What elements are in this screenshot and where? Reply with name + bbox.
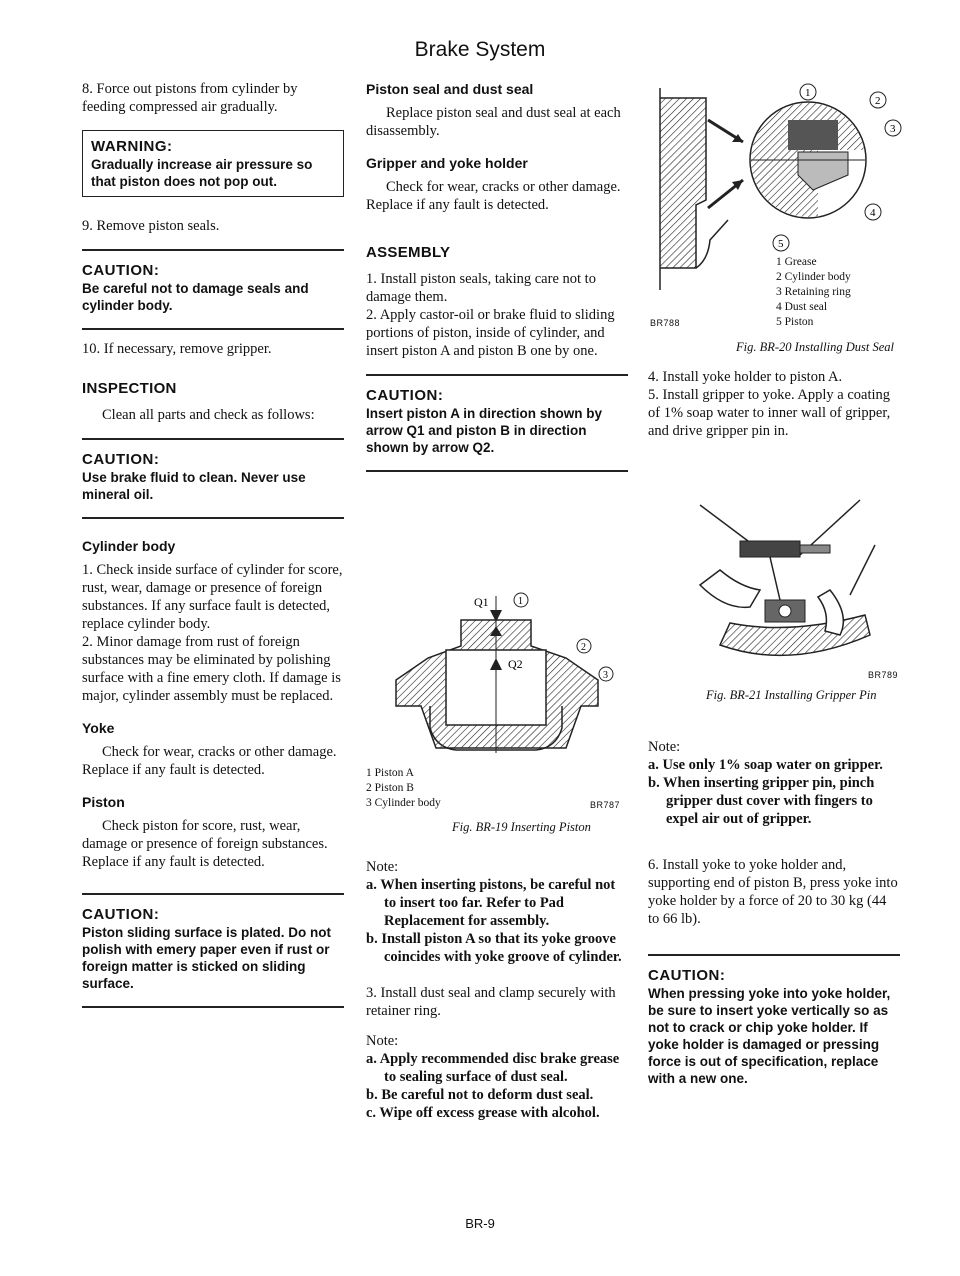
legend-item: 1 Piston A	[366, 767, 414, 779]
section-heading-inspection: INSPECTION	[82, 380, 177, 397]
divider	[366, 374, 628, 376]
step-6: 6. Install yoke to yoke holder and, supporting end of piston B, press yoke into yoke holder by a force of 20 to 30 kg (44 to 66 lb).	[648, 857, 898, 927]
column-middle	[366, 80, 628, 482]
yoke-text: Check for wear, cracks or other damage. Replace if any fault is detected.	[82, 744, 337, 778]
note-item: b. Install piston A so that its yoke groove coincides with yoke groove of cylinder.	[366, 931, 622, 965]
column-left	[82, 80, 344, 1018]
cylinder-item-2: 2. Minor damage from rust of foreign substances may be eliminated by polishing surface with a fine emery cloth. If damage is major, cylinder assembly must be replaced.	[82, 634, 341, 704]
divider	[82, 517, 344, 519]
column-middle-lower	[366, 858, 628, 1122]
legend-item: 4 Dust seal	[776, 301, 828, 313]
divider	[648, 954, 900, 956]
subheading-yoke: Yoke	[82, 720, 115, 736]
legend-item: 3 Cylinder body	[366, 797, 441, 809]
caution-body: Use brake fluid to clean. Never use mineral oil.	[82, 470, 306, 502]
callout-3: 3	[890, 123, 896, 135]
step-8: 8. Force out pistons from cylinder by feeding compressed air gradually.	[82, 81, 298, 115]
column-right-upper	[648, 368, 900, 440]
fig21-code: BR789	[868, 670, 899, 680]
fig19-legend	[366, 766, 486, 811]
fig19-caption: Fig. BR-19 Inserting Piston	[452, 820, 591, 834]
fig20-caption: Fig. BR-20 Installing Dust Seal	[736, 340, 894, 354]
note-item: a. Use only 1% soap water on gripper.	[648, 757, 883, 773]
warning-box	[82, 130, 344, 197]
caution-title: CAUTION:	[82, 262, 160, 279]
inspection-text: Clean all parts and check as follows:	[102, 407, 315, 423]
caution-body: Insert piston A in direction shown by arrow Q1 and piston B in direction shown by arrow Q2.	[366, 406, 603, 455]
caution-body: Piston sliding surface is plated. Do not polish with emery paper even if rust or foreign matter is sticked on sliding surface.	[82, 925, 332, 991]
divider	[82, 893, 344, 895]
fig20-code: BR788	[650, 318, 681, 328]
note-item: b. When inserting gripper pin, pinch gripper dust cover with fingers to expel air out of gripper.	[648, 775, 875, 827]
callout-3: 3	[603, 670, 608, 681]
assembly-item-2: 2. Apply castor-oil or brake fluid to sliding portions of piston, inside of cylinder, and insert piston A and piston B one by one.	[366, 307, 615, 359]
fig20-legend	[776, 255, 906, 330]
warning-title: WARNING:	[91, 138, 173, 155]
step-9: 9. Remove piston seals.	[82, 218, 220, 234]
note-title: Note:	[366, 859, 399, 875]
note-item: a. Apply recommended disc brake grease to sealing surface of dust seal.	[366, 1051, 620, 1085]
step-4: 4. Install yoke holder to piston A.	[648, 369, 843, 385]
legend-item: 1 Grease	[776, 256, 817, 268]
callout-1: 1	[518, 596, 523, 607]
divider	[82, 328, 344, 330]
note-item: a. When inserting pistons, be careful not to insert too far. Refer to Pad Replacement for assembly.	[366, 877, 616, 929]
fig21-caption: Fig. BR-21 Installing Gripper Pin	[706, 688, 877, 702]
divider	[82, 249, 344, 251]
piston-text: Check piston for score, rust, wear, damage or presence of foreign substances. Replace if any fault is detected.	[82, 818, 328, 870]
note-item: c. Wipe off excess grease with alcohol.	[366, 1105, 600, 1121]
caution-body: When pressing yoke into yoke holder, be sure to insert yoke vertically so as not to crack or chip yoke holder. If yoke holder is damaged or pressing force is out of specification, replace with a new one.	[648, 986, 891, 1086]
caution-title: CAUTION:	[366, 387, 444, 404]
note-title: Note:	[366, 1033, 399, 1049]
callout-2: 2	[581, 642, 586, 653]
fig19-code: BR787	[590, 800, 621, 810]
step-3: 3. Install dust seal and clamp securely with retainer ring.	[366, 985, 616, 1019]
caution-title: CAUTION:	[82, 906, 160, 923]
column-right-lower	[648, 738, 900, 1087]
legend-item: 5 Piston	[776, 316, 814, 328]
subheading-piston-seal: Piston seal and dust seal	[366, 81, 534, 97]
step-5: 5. Install gripper to yoke. Apply a coating of 1% soap water to inner wall of gripper, and drive gripper pin in.	[648, 387, 891, 439]
q1-label: Q1	[474, 595, 489, 609]
section-heading-assembly: ASSEMBLY	[366, 244, 451, 261]
note-title: Note:	[648, 739, 681, 755]
assembly-item-1: 1. Install piston seals, taking care not to damage them.	[366, 271, 596, 305]
gripper-pin-diagram	[680, 495, 900, 670]
divider	[82, 1006, 344, 1008]
subheading-piston: Piston	[82, 794, 125, 810]
callout-2: 2	[875, 95, 881, 107]
page-title: Brake System	[414, 38, 546, 61]
callout-1: 1	[805, 87, 811, 99]
subheading-cylinder-body: Cylinder body	[82, 538, 176, 554]
divider	[366, 470, 628, 472]
caution-title: CAUTION:	[648, 967, 726, 984]
divider	[82, 438, 344, 440]
q2-label: Q2	[508, 657, 523, 671]
legend-item: 3 Retaining ring	[776, 286, 851, 298]
step-10: 10. If necessary, remove gripper.	[82, 341, 272, 357]
cylinder-item-1: 1. Check inside surface of cylinder for score, rust, wear, damage or presence of foreign substances. If any surface fault is detected, replace cylinder body.	[82, 562, 343, 632]
warning-body: Gradually increase air pressure so that piston does not pop out.	[91, 157, 313, 189]
caution-title: CAUTION:	[82, 451, 160, 468]
seal-text: Replace piston seal and dust seal at each disassembly.	[366, 105, 621, 139]
note-item: b. Be careful not to deform dust seal.	[366, 1087, 594, 1103]
subheading-gripper: Gripper and yoke holder	[366, 155, 528, 171]
caution-body: Be careful not to damage seals and cylinder body.	[82, 281, 309, 313]
legend-item: 2 Cylinder body	[776, 271, 851, 283]
inserting-piston-diagram	[366, 588, 628, 753]
legend-item: 2 Piston B	[366, 782, 414, 794]
page-number: BR-9	[465, 1216, 495, 1231]
gripper-text: Check for wear, cracks or other damage. Replace if any fault is detected.	[366, 179, 621, 213]
callout-5: 5	[778, 238, 784, 250]
callout-4: 4	[870, 207, 876, 219]
